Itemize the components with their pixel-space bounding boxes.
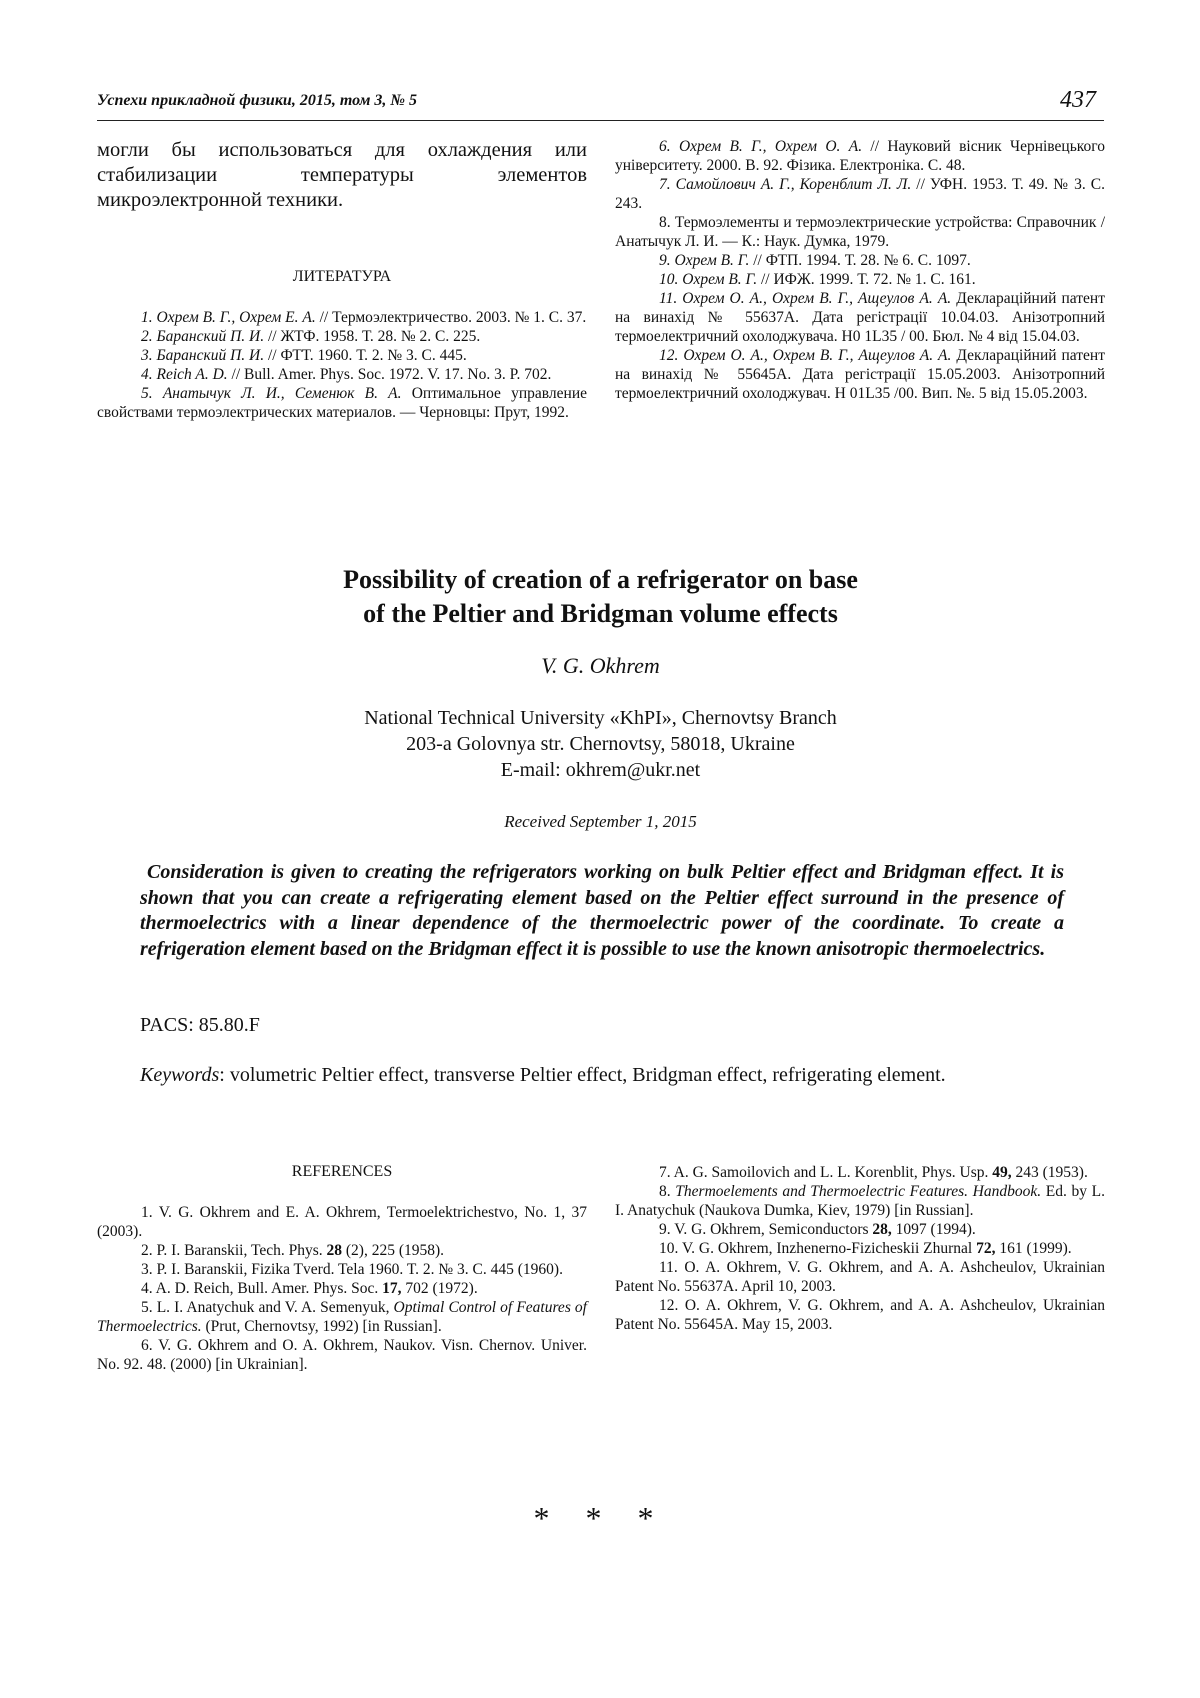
list-item: 6. V. G. Okhrem and O. A. Okhrem, Naukov. Visn. Chernov. Univer. No. 92. 48. (2000) [in Ukrainian]. xyxy=(97,1337,587,1373)
list-item: 12. O. A. Okhrem, V. G. Okhrem, and A. A. Ashcheulov, Ukrainian Patent No. 55645A. May 15, 2003. xyxy=(615,1297,1105,1333)
pacs-code: PACS: 85.80.F xyxy=(140,1014,260,1036)
list-item: 2. Баранский П. И. // ЖТФ. 1958. Т. 28. № 2. С. 225. xyxy=(141,328,481,345)
list-item: 8. Термоэлементы и термоэлектрические устройства: Справочник / Анатычук Л. И. — К.: Наук. Думка, 1979. xyxy=(615,214,1105,250)
list-item: 3. Баранский П. И. // ФТТ. 1960. Т. 2. № 3. С. 445. xyxy=(141,347,467,364)
list-item: 4. A. D. Reich, Bull. Amer. Phys. Soc. 17, 702 (1972). xyxy=(141,1280,478,1297)
list-item: 3. P. I. Baranskii, Fizika Tverd. Tela 1960. T. 2. № 3. C. 445 (1960). xyxy=(141,1261,563,1278)
list-item: 7. Самойлович А. Г., Коренблит Л. Л. // УФН. 1953. Т. 49. № 3. С. 243. xyxy=(615,176,1106,212)
literature-heading: ЛИТЕРАТУРА xyxy=(292,268,392,285)
list-item: 1. Охрем В. Г., Охрем Е. А. // Термоэлектричество. 2003. № 1. С. 37. xyxy=(141,309,587,326)
list-item: 9. V. G. Okhrem, Semiconductors 28, 1097 (1994). xyxy=(659,1221,976,1238)
affiliation-line-1: National Technical University «KhPI», Chernovtsy Branch xyxy=(364,707,837,729)
list-item: 4. Reich A. D. // Bull. Amer. Phys. Soc. 1972. V. 17. No. 3. P. 702. xyxy=(141,366,552,383)
list-item: 5. L. I. Anatychuk and V. A. Semenyuk, Optimal Control of Features of Thermoelectrics. (Prut, Chernovtsy, 1992) [in Russian]. xyxy=(97,1299,587,1335)
paper-title xyxy=(97,563,1104,631)
list-item: 10. Охрем В. Г. // ИФЖ. 1999. Т. 72. № 1. С. 161. xyxy=(659,271,976,288)
paper-affiliation xyxy=(97,705,1104,783)
keywords-label: Keywords xyxy=(140,1064,220,1086)
list-item: 11. Охрем О. А., Охрем В. Г., Ащеулов А. А. Деклараційний патент на винахід № 55637А. Дата регістрації 10.04.03. Анізотропний термоелектричний охолоджувача. Н0 1L35 / 00. Бюл. № 4 від 15.04.03. xyxy=(615,290,1105,345)
references-list-right xyxy=(615,1163,1105,1334)
list-item: 11. O. A. Okhrem, V. G. Okhrem, and A. A. Ashcheulov, Ukrainian Patent No. 55637A. April 10, 2003. xyxy=(615,1259,1105,1295)
list-item: 5. Анатычук Л. И., Семенюк В. А. Оптимальное управление свойствами термоэлектрических материалов. — Черновцы: Прут, 1992. xyxy=(97,385,587,421)
paper-title-line-2: of the Peltier and Bridgman volume effects xyxy=(363,599,838,628)
list-item: 9. Охрем В. Г. // ФТП. 1994. Т. 28. № 6. С. 1097. xyxy=(659,252,971,269)
literature-list-left xyxy=(97,308,587,422)
keywords-text: : volumetric Peltier effect, transverse Peltier effect, Bridgman effect, refrigerating element. xyxy=(219,1064,946,1086)
list-item: 8. Thermoelements and Thermoelectric Features. Handbook. Ed. by L. I. Anatychuk (Naukova Dumka, Kiev, 1979) [in Russian]. xyxy=(615,1183,1106,1219)
received-date: Received September 1, 2015 xyxy=(504,812,697,831)
paper-author: V. G. Okhrem xyxy=(541,653,660,678)
paper-title-line-1: Possibility of creation of a refrigerator on base xyxy=(343,565,858,594)
affiliation-line-2: 203-a Golovnya str. Chernovtsy, 58018, Ukraine xyxy=(406,733,795,755)
list-item: 10. V. G. Okhrem, Inzhenerno-Fizicheskii Zhurnal 72, 161 (1999). xyxy=(659,1240,1072,1257)
section-separator: * * * xyxy=(533,1500,668,1536)
list-item: 12. Охрем О. А., Охрем В. Г., Ащеулов А. А. Деклараційний патент на винахід № 55645А. Дата регістрації 15.05.2003. Анізотропний термоелектричний охолоджувач. Н 01L35 /00. Вип. №. 5 від 15.05.2003. xyxy=(615,347,1105,402)
references-list-left xyxy=(97,1203,587,1374)
journal-header: Успехи прикладной физики, 2015, том 3, № 5 xyxy=(97,92,418,109)
author-email: E-mail: okhrem@ukr.net xyxy=(500,759,701,781)
references-heading: REFERENCES xyxy=(291,1163,393,1180)
list-item: 7. A. G. Samoilovich and L. L. Korenblit, Phys. Usp. 49, 243 (1953). xyxy=(659,1164,1088,1181)
literature-list-right xyxy=(615,137,1105,403)
list-item: 2. P. I. Baranskii, Tech. Phys. 28 (2), 225 (1958). xyxy=(141,1242,445,1259)
header-rule xyxy=(97,120,1104,121)
list-item: 6. Охрем В. Г., Охрем О. А. // Науковий вісник Чернівецького університету. 2000. В. 92. Фізика. Електроніка. С. 48. xyxy=(615,138,1105,174)
previous-article-text: могли бы использоваться для охлаждения или стабилизации температуры элементов микроэлектронной техники. xyxy=(97,139,587,211)
page-number: 437 xyxy=(1060,87,1096,113)
keywords xyxy=(140,1064,946,1087)
abstract: Consideration is given to creating the refrigerators working on bulk Peltier effect and Bridgman effect. It is shown that you can create a refrigerating element based on the Peltier effect surround in the presence of thermoelectrics with a linear dependence of the thermoelectric power of the coordinate. To create a refrigeration element based on the Bridgman effect it is possible to use the known anisotropic thermoelectrics. xyxy=(140,861,1064,960)
list-item: 1. V. G. Okhrem and E. A. Okhrem, Termoelektrichestvo, No. 1, 37 (2003). xyxy=(97,1204,587,1240)
